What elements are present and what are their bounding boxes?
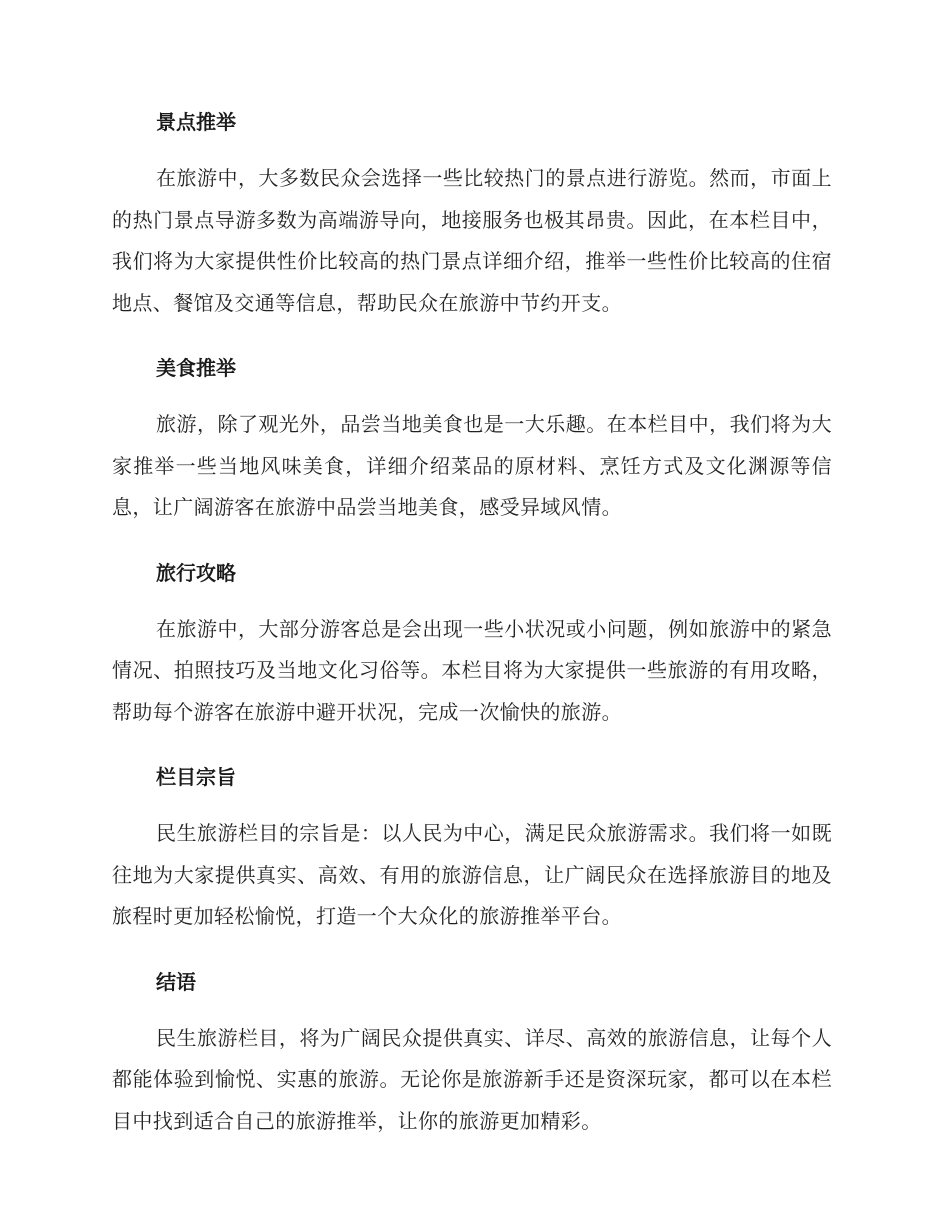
- section-heading-food: 美食推举: [156, 356, 236, 380]
- section-heading-travel-guide: 旅行攻略: [156, 560, 236, 585]
- section-heading-conclusion: 结语: [156, 969, 196, 994]
- document-body: [112, 108, 832, 1172]
- section-paragraph-travel-guide: 在旅游中，大部分游客总是会出现一些小状况或小问题，例如旅游中的紧急情况、拍照技巧及当地文化习俗等。本栏目将为大家提供一些旅游的有用攻略，帮助每个游客在旅游中避开状况，完成一次愉快的旅游。: [112, 616, 832, 724]
- section-paragraph-attractions: 在旅游中，大多数民众会选择一些比较热门的景点进行游览。然而，市面上的热门景点导游多数为高端游导向，地接服务也极其昂贵。因此，在本栏目中，我们将为大家提供性价比较高的热门景点详细介绍，推举一些性价比较高的住宿地点、餐馆及交通等信息，帮助民众在旅游中节约开支。: [112, 166, 832, 315]
- section-heading-purpose: 栏目宗旨: [156, 765, 236, 789]
- section-paragraph-purpose: 民生旅游栏目的宗旨是：以人民为中心，满足民众旅游需求。我们将一如既往地为大家提供真实、高效、有用的旅游信息，让广阔民众在选择旅游目的地及旅程时更加轻松愉悦，打造一个大众化的旅游推举平台。: [112, 821, 832, 928]
- section-paragraph-conclusion: 民生旅游栏目，将为广阔民众提供真实、详尽、高效的旅游信息，让每个人都能体验到愉悦、实惠的旅游。无论你是旅游新手还是资深玩家，都可以在本栏目中找到适合自己的旅游推举，让你的旅游更加精彩。: [112, 1025, 832, 1133]
- section-heading-attractions: 景点推举: [156, 110, 236, 134]
- section-paragraph-food: 旅游，除了观光外，品尝当地美食也是一大乐趣。在本栏目中，我们将为大家推举一些当地风味美食，详细介绍菜品的原材料、烹饪方式及文化渊源等信息，让广阔游客在旅游中品尝当地美食，感受异域风情。: [112, 412, 832, 519]
